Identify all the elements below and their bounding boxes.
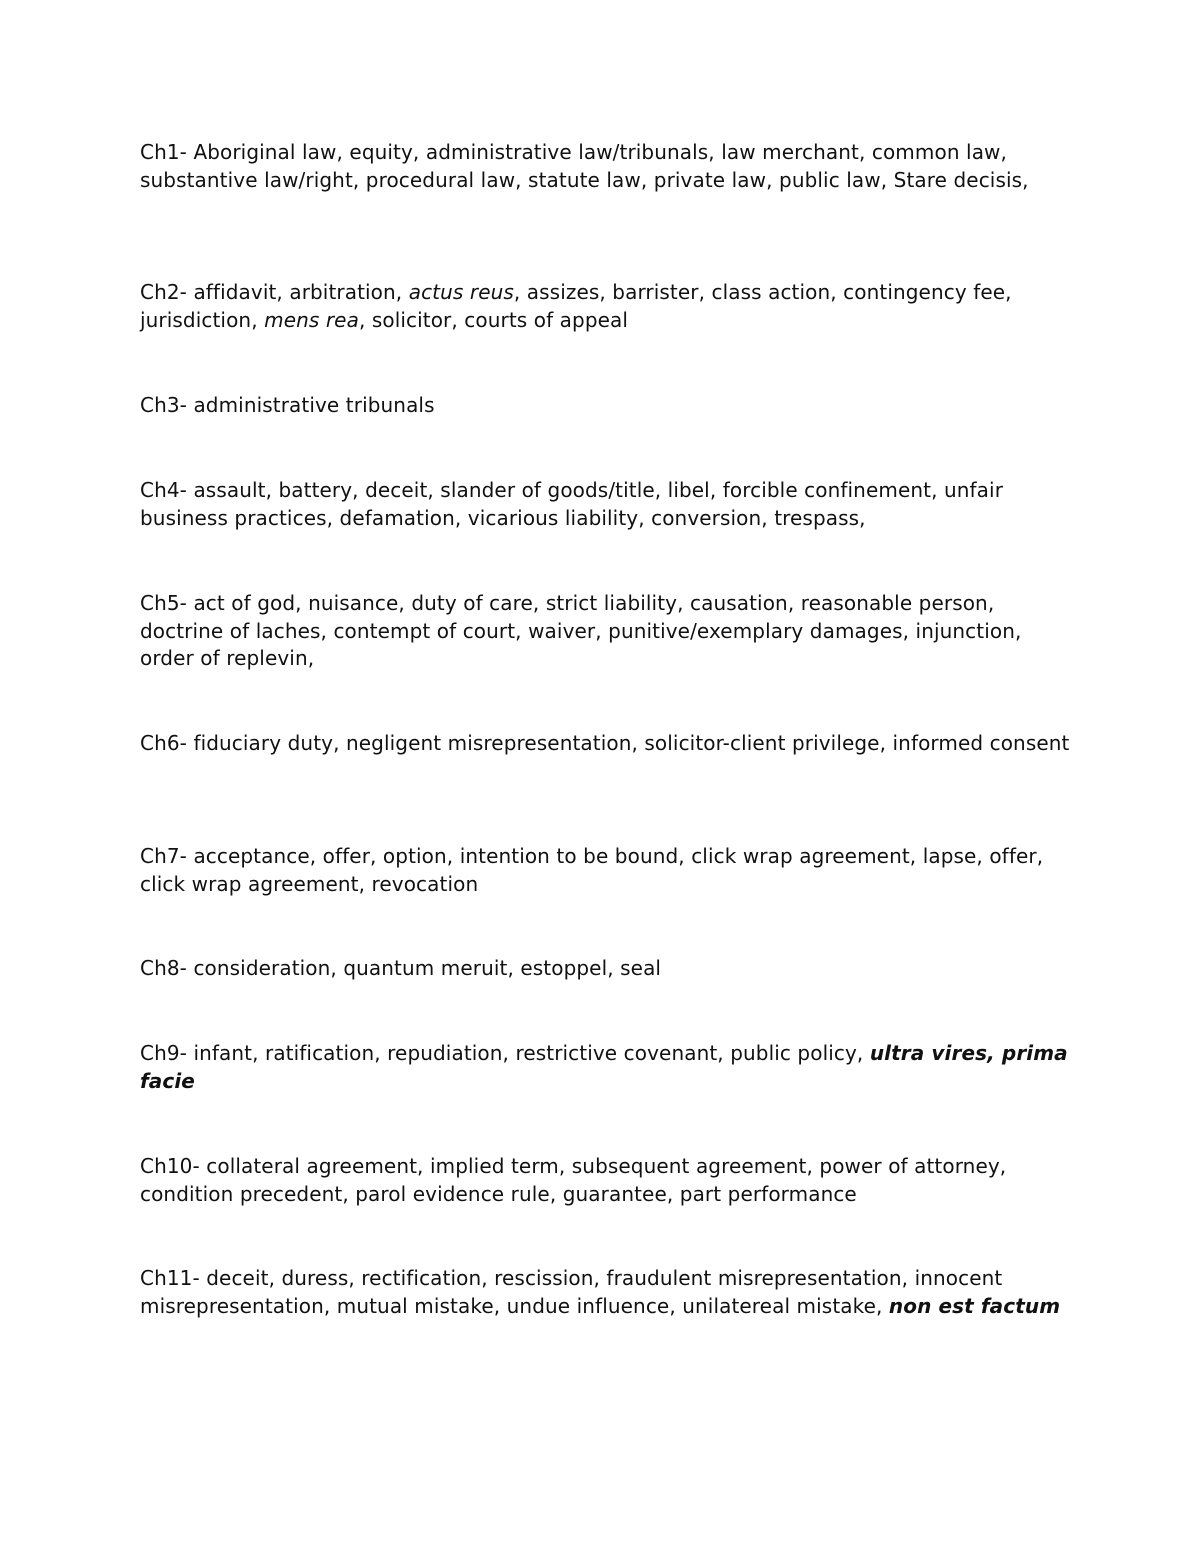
chapter-9-terms [140,1040,1070,1095]
chapter-10-text: Ch10- collateral agreement, implied term, subsequent agreement, power of attorney, condition precedent, parol evidence rule, guarantee, part performance [140,1154,1007,1206]
chapter-9-bold-italic-terms: ultra vires, prima facie [140,1041,1068,1093]
chapter-10-terms [140,1153,1070,1208]
chapter-8-terms [140,955,1070,983]
chapter-2-terms [140,279,1070,334]
chapter-2-text-a: Ch2- affidavit, arbitration, [140,280,409,304]
chapter-7-terms [140,843,1070,898]
chapter-4-text: Ch4- assault, battery, deceit, slander of goods/title, libel, forcible confinement, unfair business practices, defamation, vicarious liability, conversion, trespass, [140,478,1004,530]
chapter-5-terms [140,590,1070,673]
chapter-3-text: Ch3- administrative tribunals [140,393,435,417]
chapter-11-terms [140,1265,1070,1320]
chapter-4-terms [140,477,1070,532]
chapter-8-text: Ch8- consideration, quantum meruit, estoppel, seal [140,956,662,980]
chapter-7-text: Ch7- acceptance, offer, option, intention to be bound, click wrap agreement, lapse, offer, click wrap agreement, revocation [140,844,1044,896]
chapter-2-text-b: , assizes, barrister, class action, contingency fee, jurisdiction, [140,280,1012,332]
chapter-3-terms [140,392,1070,420]
chapter-11-bold-italic-term: non est factum [888,1293,1061,1318]
chapter-6-text: Ch6- fiduciary duty, negligent misrepresentation, solicitor-client privilege, informed consent [140,731,1070,755]
chapter-6-terms [140,730,1070,758]
chapter-5-text: Ch5- act of god, nuisance, duty of care, strict liability, causation, reasonable person, doctrine of laches, contempt of court, waiver, punitive/exemplary damages, injunction, order of replevin, [140,591,1022,670]
chapter-2-italic-term-b: mens rea [264,307,359,332]
chapter-1-terms [140,139,1070,194]
chapter-1-text: Ch1- Aboriginal law, equity, administrative law/tribunals, law merchant, common law, substantive law/right, procedural law, statute law, private law, public law, Stare decisis, [140,140,1029,192]
chapter-2-italic-term-a: actus reus [408,280,514,304]
chapter-2-text-c: , solicitor, courts of appeal [358,307,629,332]
chapter-9-text: Ch9- infant, ratification, repudiation, restrictive covenant, public policy, [140,1041,870,1065]
chapter-11-text: Ch11- deceit, duress, rectification, rescission, fraudulent misrepresentation, innocent misrepresentation, mutual mistake, undue influence, unilatereal mistake, [140,1266,1003,1318]
